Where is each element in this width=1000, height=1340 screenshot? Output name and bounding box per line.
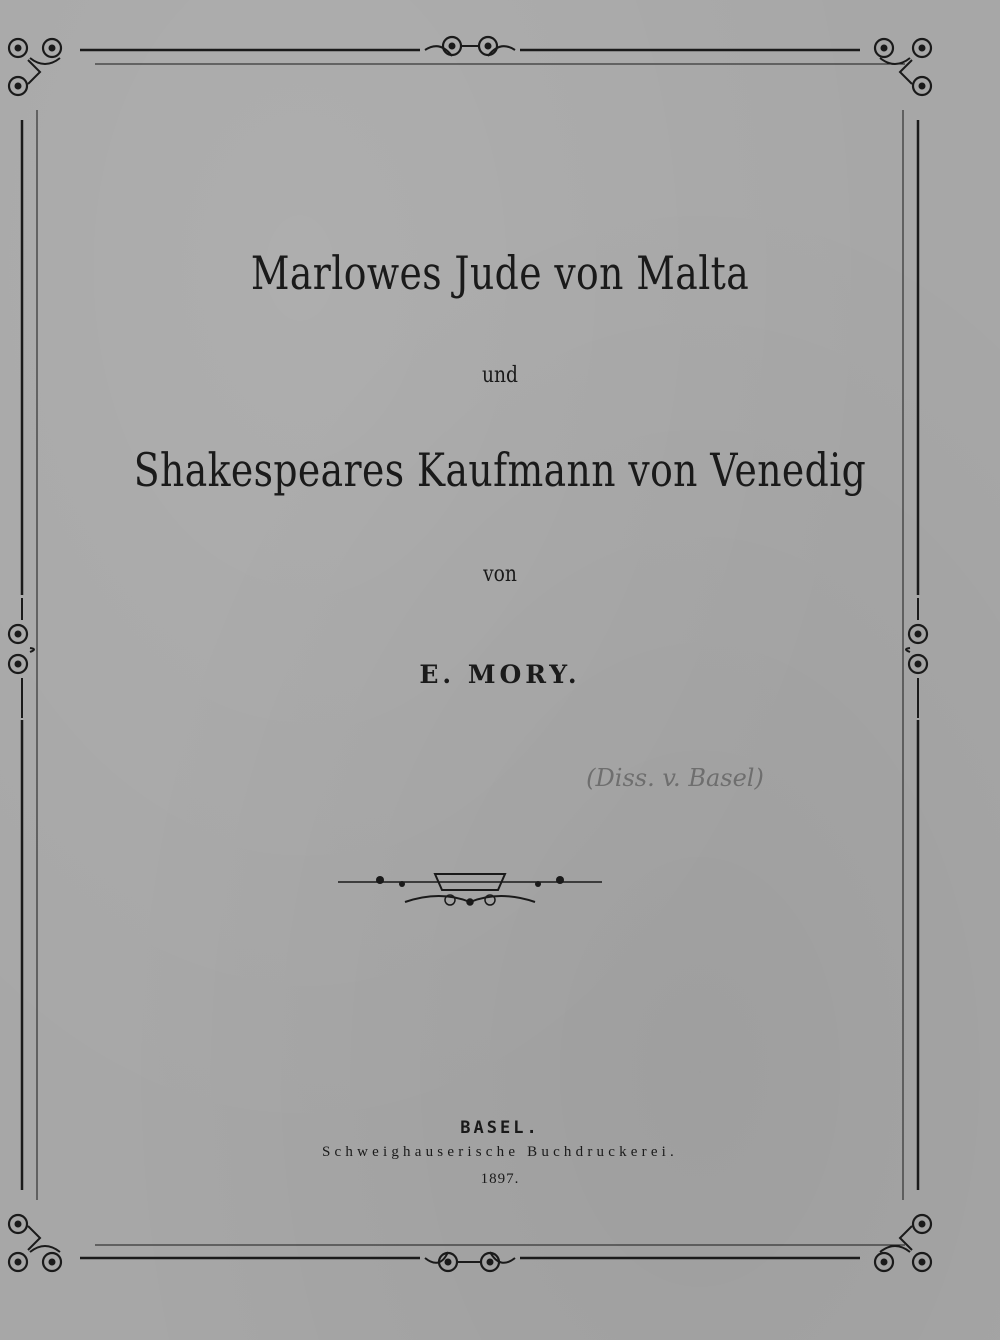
handwritten-note (560, 748, 790, 808)
imprint-city: BASEL. (460, 1118, 540, 1138)
handwritten-note-text: (Diss. v. Basel) (586, 764, 764, 792)
right-side-ornament (906, 598, 927, 718)
corner-ornament-bottom-left (9, 1215, 61, 1271)
title-line-1: Marlowes Jude von Malta (250, 246, 750, 300)
center-vignette-ornament (330, 862, 610, 912)
imprint-printer: Schweighauserische Buchdruckerei. (321, 1144, 679, 1160)
conjunction: und (481, 363, 519, 388)
left-side-ornament (9, 598, 34, 718)
imprint-year: 1897. (480, 1171, 520, 1187)
author-name: E. MORY. (419, 660, 581, 689)
title-line-2: Shakespeares Kaufmann von Venedig (133, 443, 867, 497)
corner-ornament-bottom-right (875, 1215, 931, 1271)
top-center-ornament (425, 37, 515, 56)
corner-ornament-top-right (875, 39, 931, 95)
bottom-center-ornament (425, 1252, 515, 1271)
by-line: von (483, 562, 517, 587)
corner-ornament-top-left (9, 39, 61, 95)
